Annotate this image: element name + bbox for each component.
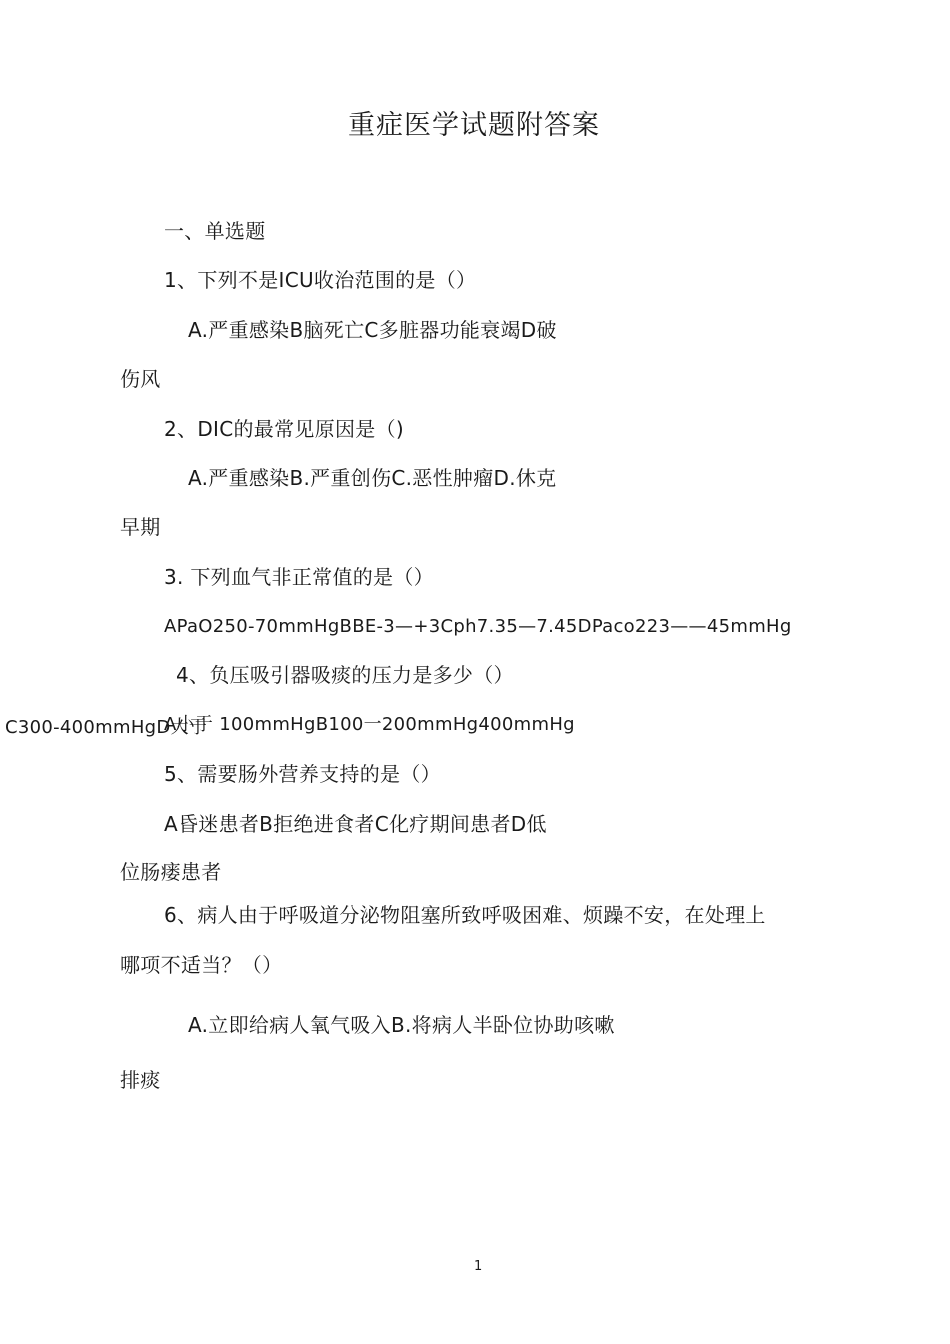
question-4-options: A小于 100mmHgB100一200mmHg400mmHg [164, 714, 575, 735]
question-5-options-continued: 位肠瘘患者 [120, 860, 222, 884]
question-3-stem: 3. 下列血气非正常值的是（） [164, 565, 434, 589]
question-1-options: A.严重感染B脑死亡C多脏器功能衰竭D破 [188, 318, 557, 342]
question-4-options-overlap: C300-400mmHgD大于 [5, 717, 208, 738]
section-heading: 一、单选题 [164, 219, 266, 243]
question-5-options: A昏迷患者B拒绝进食者C化疗期间患者D低 [164, 812, 547, 836]
page-number: 1 [474, 1259, 483, 1274]
question-3-options: APaO250-70mmHgBBE-3—+3Cph7.35—7.45DPaco223——45mmHg [164, 616, 792, 637]
question-6-options: A.立即给病人氧气吸入B.将病人半卧位协助咳嗽 [188, 1013, 615, 1037]
question-2-options-continued: 早期 [120, 515, 161, 539]
question-6-stem: 6、病人由于呼吸道分泌物阻塞所致呼吸困难、烦躁不安，在处理上 [164, 903, 766, 927]
question-2-options: A.严重感染B.严重创伤C.恶性肿瘤D.休克 [188, 466, 557, 490]
question-2-stem: 2、DIC的最常见原因是（) [164, 417, 404, 441]
question-1-stem: 1、下列不是ICU收治范围的是（） [164, 268, 477, 292]
question-6-stem-continued: 哪项不适当？（） [120, 953, 283, 977]
page-title: 重症医学试题附答案 [348, 110, 600, 141]
question-1-options-continued: 伤风 [120, 367, 161, 391]
question-6-options-continued: 排痰 [120, 1068, 161, 1092]
question-4-stem: 4、负压吸引器吸痰的压力是多少（） [176, 663, 514, 687]
question-5-stem: 5、需要肠外营养支持的是（） [164, 762, 441, 786]
